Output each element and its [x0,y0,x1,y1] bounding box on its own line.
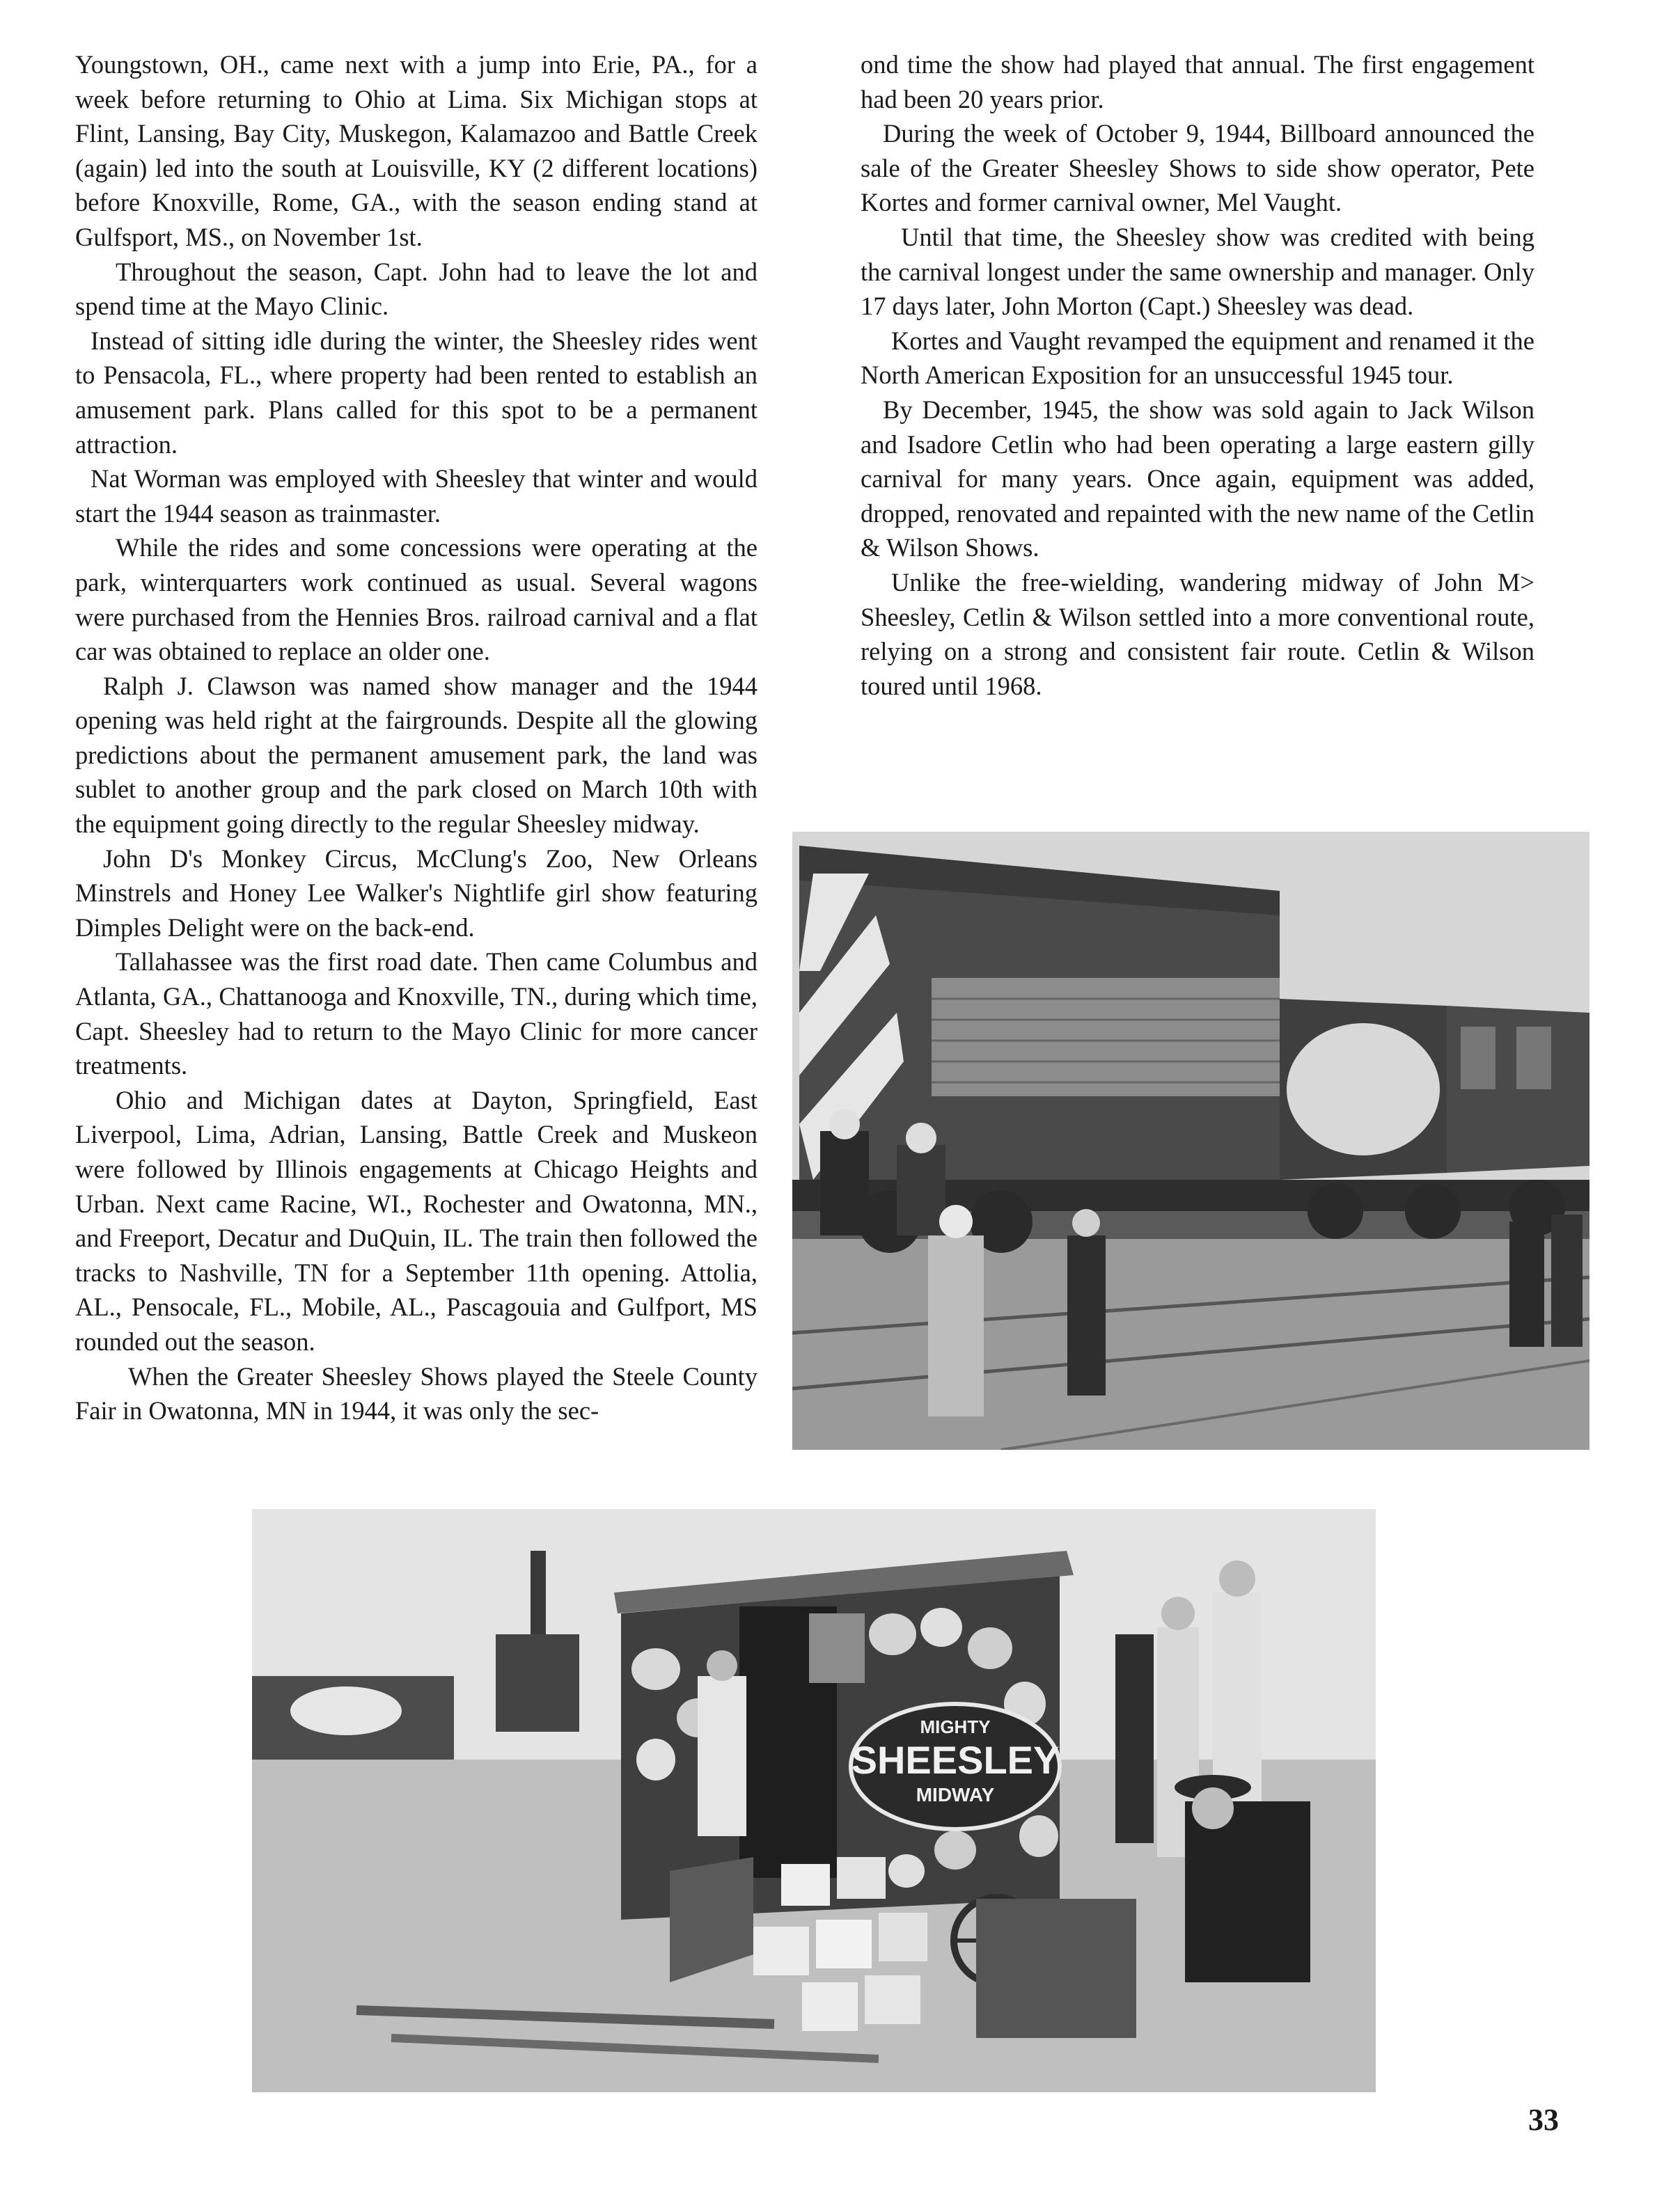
paragraph: Ohio and Michigan dates at Dayton, Springfield, East Liverpool, Lima, Adrian, Lansing, Battle Creek and Muskeon were followed by Illinois engagements at Chicago Heights and Urban. Next came Racine, WI., Rochester and Owatonna, MN., and Freeport, Decatur and DuQuin, IL. The train then followed the tracks to Nashville, TN for a September 11th opening. Attolia, AL., Pensocale, FL., Mobile, AL., Pascagouia and Gulfport, MS rounded out the season. [75,1085,757,1356]
wagon-photo [252,1509,1376,2092]
paragraph: Throughout the season, Capt. John had to leave the lot and spend time at the Mayo Clinic. [75,257,757,321]
paragraph: During the week of October 9, 1944, Billboard announced the sale of the Greater Sheesley Shows to side show operator, Pete Kortes and former carnival owner, Mel Vaught. [861,119,1534,217]
paragraph: Nat Worman was employed with Sheesley that winter and would start the 1944 season as trainmaster. [75,464,757,528]
right-text-column [861,47,1534,703]
paragraph: When the Greater Sheesley Shows played the Steele County Fair in Owatonna, MN in 1944, it was only the sec- [75,1361,757,1425]
wagon-sign-mighty: MIGHTY [920,1716,991,1737]
paragraph: Instead of sitting idle during the winter, the Sheesley rides went to Pensacola, FL., where property had been rented to establish an amusement park. Plans called for this spot to be a permanent attraction. [75,326,757,459]
paragraph: While the rides and some concessions were operating at the park, winterquarters work continued as usual. Several wagons were purchased from the Hennies Bros. railroad carnival and a flat car was obtained to replace an older one. [75,533,757,666]
left-text-column [75,47,757,1428]
wagon-sign-sheesley: SHEESLEY [851,1738,1060,1782]
wagon-sign-midway: MIDWAY [916,1784,995,1806]
paragraph: Youngstown, OH., came next with a jump into Erie, PA., for a week before returning to Ohio at Lima. Six Michigan stops at Flint, Lansing, Bay City, Muskegon, Kalamazoo and Battle Creek (again) led into the south at Louisville, KY (2 different locations) before Knoxville, Rome, GA., with the season ending stand at Gulfsport, MS., on November 1st. [75,50,757,251]
paragraph: Until that time, the Sheesley show was credited with being the carnival longest under the same ownership and manager. Only 17 days later, John Morton (Capt.) Sheesley was dead. [861,222,1534,321]
paragraph: Ralph J. Clawson was named show manager and the 1944 opening was held right at the fairgrounds. Despite all the glowing predictions about the permanent amusement park, the land was sublet to another group and the park closed on March 10th with the equipment going directly to the regular Sheesley midway. [75,671,757,839]
paragraph: John D's Monkey Circus, McClung's Zoo, New Orleans Minstrels and Honey Lee Walker's Nightlife girl show featuring Dimples Delight were on the back-end. [75,844,757,942]
train-photo-image [792,832,1589,1450]
paragraph: Unlike the free-wielding, wandering midway of John M> Sheesley, Cetlin & Wilson settled into a more conventional route, relying on a strong and consistent fair route. Cetlin & Wilson toured until 1968. [861,567,1534,700]
paragraph: Kortes and Vaught revamped the equipment and renamed it the North American Exposition for an unsuccessful 1945 tour. [861,326,1534,390]
paragraph: By December, 1945, the show was sold again to Jack Wilson and Isadore Cetlin who had been operating a large eastern gilly carnival for many years. Once again, equipment was added, dropped, renovated and repainted with the new name of the Cetlin & Wilson Shows. [861,395,1534,562]
paragraph: Tallahassee was the first road date. Then came Columbus and Atlanta, GA., Chattanooga and Knoxville, TN., during which time, Capt. Sheesley had to return to the Mayo Clinic for more cancer treatments. [75,947,757,1080]
wagon-photo-image [252,1509,1376,2092]
page-number: 33 [1528,2103,1559,2137]
paragraph: ond time the show had played that annual. The first engagement had been 20 years prior. [861,50,1534,113]
train-photo [792,832,1589,1450]
